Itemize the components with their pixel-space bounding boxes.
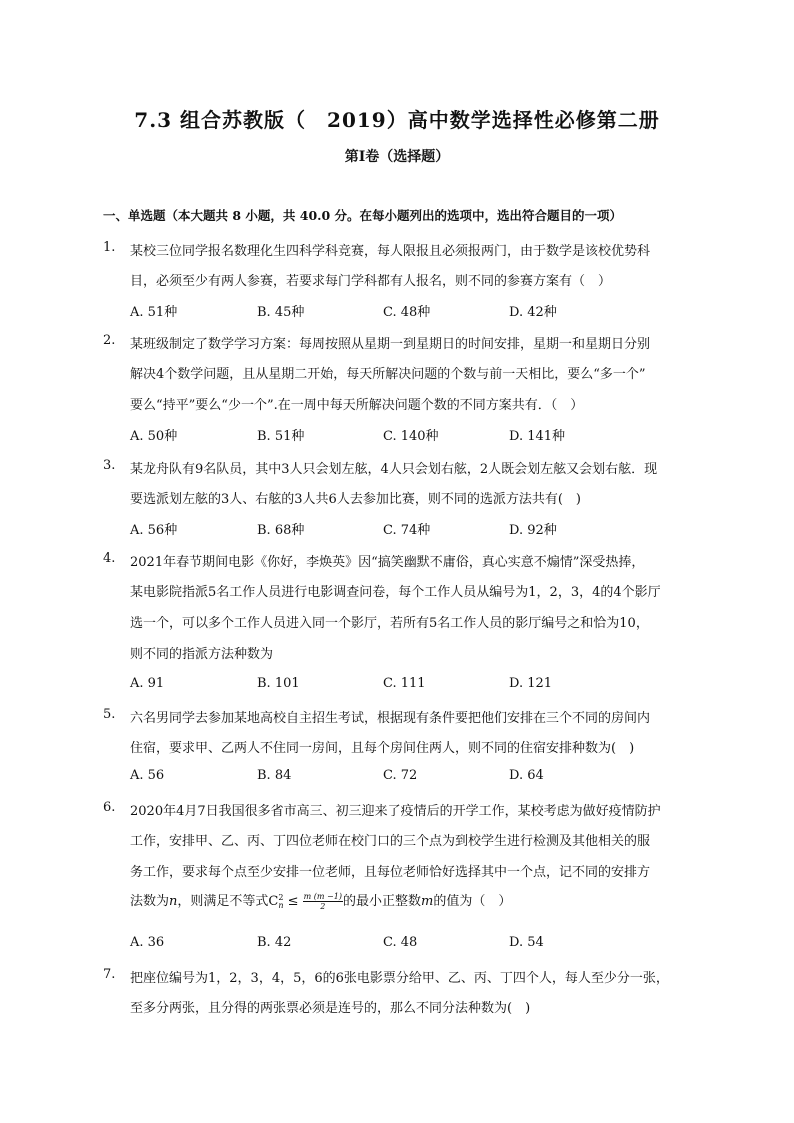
options-row <box>130 301 650 321</box>
question-text-line: 2021年春节期间电影《你好，李焕英》因“搞笑幽默不庸俗，真心实意不煽情”深受热捧， <box>130 555 645 570</box>
question-text-line: 选一个，可以多个工作人员进入同一个影厅，若所有5名工作人员的影厅编号之和恰为10， <box>130 616 649 631</box>
options-row <box>130 425 650 445</box>
option-d: D. 92种 <box>509 523 557 538</box>
question-text-line: 六名男同学去参加某地高校自主招生考试，根据现有条件要把他们安排在三个不同的房间内 <box>130 711 651 726</box>
question-text-line: 把座位编号为1，2，3，4，5，6的6张电影票分给甲、乙、丙、丁四个人，每人至少分一张， <box>130 971 669 986</box>
option-b: B. 68种 <box>257 523 305 538</box>
option-a: A. 56 <box>130 768 165 783</box>
question-text-line: 则不同的指派方法种数为 <box>130 647 274 662</box>
text-span: 的值为（ ） <box>433 894 512 909</box>
text-span: 法数为 <box>130 894 170 909</box>
option-d: D. 42种 <box>509 305 557 320</box>
question-number: 2. <box>103 333 116 348</box>
option-c: C. 48 <box>383 935 418 950</box>
fraction-numerator: m (m −1) <box>303 892 342 901</box>
option-d: D. 141种 <box>509 429 566 444</box>
options-row <box>130 676 650 696</box>
text-span: 的最小正整数 <box>342 894 421 909</box>
math-var-m: m <box>420 894 434 909</box>
math-var-n: n <box>169 894 178 909</box>
question-text-line: 某电影院指派5名工作人员进行电影调查问卷，每个工作人员从编号为1，2，3，4的4个影厅 <box>130 585 661 600</box>
options-row <box>130 768 650 788</box>
option-a: A. 36 <box>130 935 165 950</box>
option-a: A. 91 <box>130 676 165 691</box>
question-text-line: 某龙舟队有9名队员，其中3人只会划左舷，4人只会划右舷，2人既会划左舷又会划右舷．现 <box>130 462 658 477</box>
question-text-line: 工作，安排甲、乙、丙、丁四位老师在校门口的三个点为到校学生进行检测及其他相关的服 <box>130 834 651 849</box>
question-number: 1. <box>103 240 116 255</box>
fraction-denominator: 2 <box>320 902 326 911</box>
question-number: 5. <box>103 707 116 722</box>
option-a: A. 50种 <box>130 429 178 444</box>
question-text-line: 某校三位同学报名数理化生四科学科竞赛，每人限报且必须报两门，由于数学是该校优势科 <box>130 244 651 259</box>
option-d: D. 54 <box>509 935 544 950</box>
options-row <box>130 935 650 955</box>
page-subtitle: 第Ⅰ卷（选择题） <box>344 149 450 165</box>
text-span: ，则满足不等式C <box>177 894 279 909</box>
option-c: C. 72 <box>383 768 418 783</box>
question-number: 3. <box>103 458 116 473</box>
option-c: C. 140种 <box>383 429 439 444</box>
option-c: C. 111 <box>383 676 426 691</box>
option-b: B. 84 <box>257 768 292 783</box>
options-row <box>130 519 650 539</box>
question-number: 4. <box>103 551 116 566</box>
question-number: 6. <box>103 800 116 815</box>
question-text-line: 某班级制定了数学学习方案：每周按照从星期一到星期日的时间安排，星期一和星期日分别 <box>130 337 651 352</box>
superscript: 2 <box>278 892 284 902</box>
option-b: B. 101 <box>257 676 300 691</box>
option-d: D. 121 <box>509 676 553 691</box>
question-text-line: 务工作，要求每个点至少安排一位老师，且每位老师恰好选择其中一个点，记不同的安排方 <box>130 865 651 880</box>
leq-sign: ≤ <box>283 894 303 909</box>
page-title: 7.3 组合苏教版（ 2019）高中数学选择性必修第二册 <box>134 108 660 132</box>
option-a: A. 56种 <box>130 523 178 538</box>
question-text-line: 2020年4月7日我国很多省市高三、初三迎来了疫情后的开学工作，某校考虑为做好疫情防护 <box>130 804 661 819</box>
question-text-line: 目，必须至少有两人参赛，若要求每门学科都有人报名，则不同的参赛方案有（ ） <box>130 274 612 289</box>
question-text-line: 至多分两张，且分得的两张票必须是连号的，那么不同分法种数为( ) <box>130 1001 531 1016</box>
subscript: n <box>278 900 284 910</box>
question-number: 7. <box>103 967 116 982</box>
option-b: B. 45种 <box>257 305 305 320</box>
option-b: B. 51种 <box>257 429 305 444</box>
question-text-line: 要选派划左舷的3人、右舷的3人共6人去参加比赛，则不同的选派方法共有( ) <box>130 492 581 507</box>
section-header: 一、单选题（本大题共 8 小题，共 40.0 分。在每小题列出的选项中，选出符合题目的一项） <box>103 208 623 223</box>
option-d: D. 64 <box>509 768 544 783</box>
fraction <box>303 892 343 911</box>
question-text-line: 要么“持平”要么“少一个”.在一周中每天所解决问题个数的不同方案共有．（ ） <box>130 398 584 413</box>
option-b: B. 42 <box>257 935 292 950</box>
option-c: C. 48种 <box>383 305 431 320</box>
question-text-line: 住宿，要求甲、乙两人不住同一房间，且每个房间住两人，则不同的住宿安排种数为( ) <box>130 741 635 756</box>
option-a: A. 51种 <box>130 305 178 320</box>
option-c: C. 74种 <box>383 523 431 538</box>
question-text-line-math <box>130 890 511 911</box>
question-text-line: 解决4个数学问题，且从星期二开始，每天所解决问题的个数与前一天相比，要么“多一个” <box>130 367 646 382</box>
